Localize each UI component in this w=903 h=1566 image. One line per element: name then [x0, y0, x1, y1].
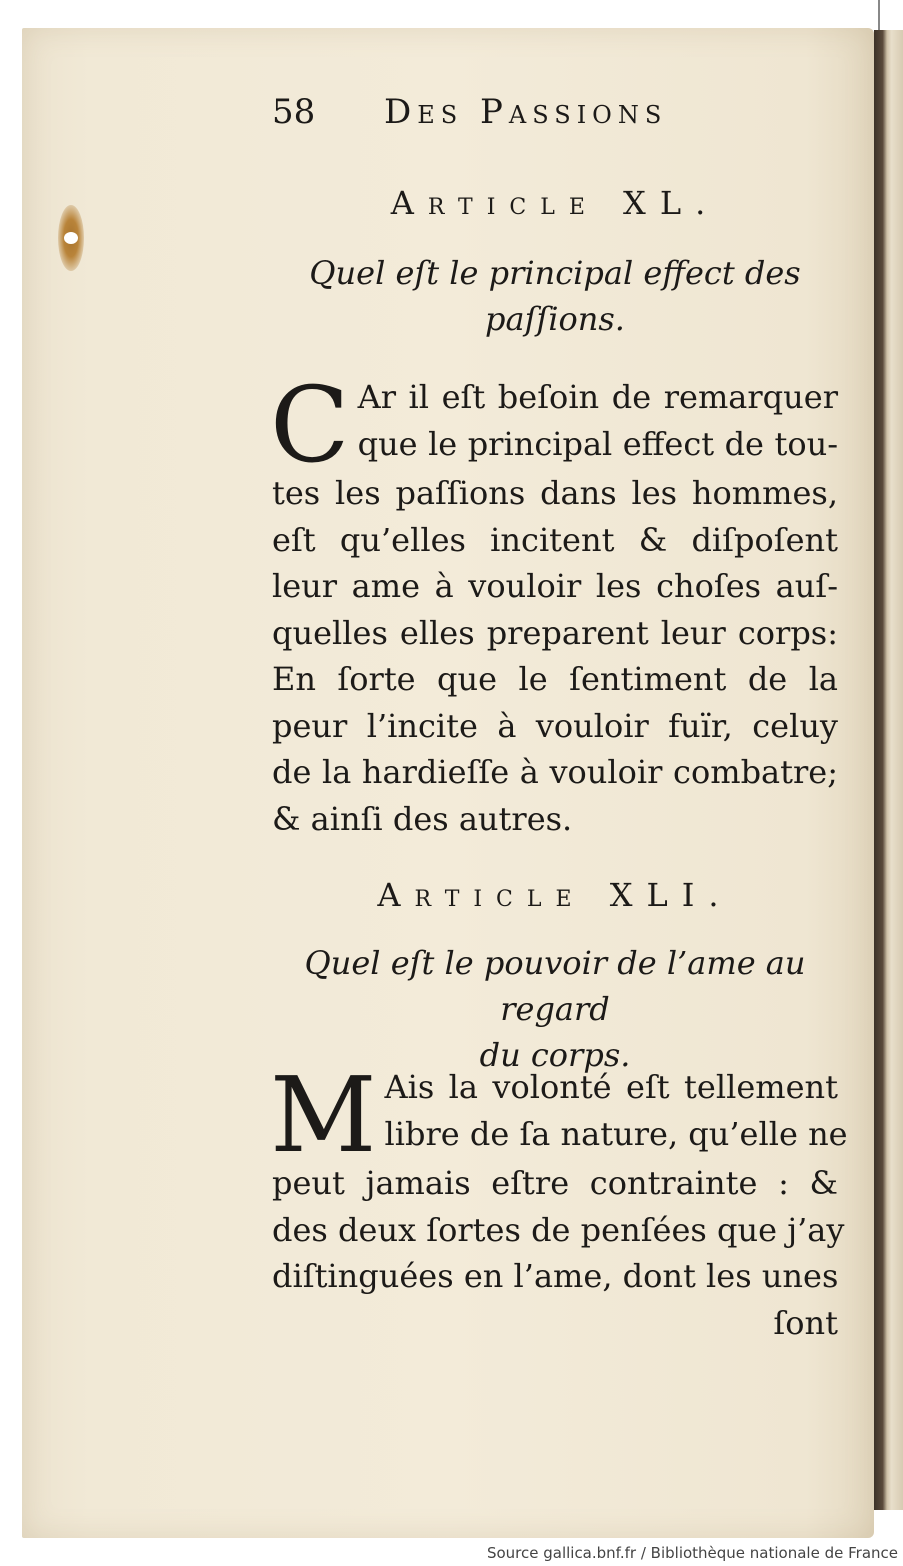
article-heading-41: Article XLI.: [377, 876, 733, 914]
catchword: ſont: [773, 1303, 838, 1342]
facing-page-edge: [874, 30, 903, 1510]
text-line: libre de ſa nature, qu’elle ne: [384, 1114, 848, 1153]
paper-hole: [64, 232, 78, 244]
article-subtitle-40: [272, 250, 838, 342]
drop-cap: M: [270, 1054, 377, 1176]
text-line: des deux ſortes de penſées que j’ay: [272, 1210, 845, 1249]
text-line: tes les paſſions dans les hommes,: [272, 474, 838, 512]
text-line: de la hardieſſe à vouloir combatre;: [272, 753, 838, 791]
book-clip: [878, 0, 903, 30]
text-line: & ainſi des autres.: [272, 799, 573, 838]
subtitle-line: paſſions.: [485, 300, 625, 338]
subtitle-line: du corps.: [479, 1036, 631, 1074]
text-line: quelles elles preparent leur corps:: [272, 613, 838, 652]
subtitle-line: Quel eſt le pouvoir de l’ame au regard: [304, 944, 806, 1028]
running-head: [272, 92, 742, 142]
text-line: leur ame à vouloir les choſes auſ-: [272, 567, 838, 605]
source-credit: Source gallica.bnf.fr / Bibliothèque nationale de France: [486, 1544, 898, 1562]
text-line: peut jamais eſtre contrainte : &: [272, 1164, 838, 1202]
text-line: que le principal effect de tou-: [357, 424, 838, 463]
drop-cap: C: [270, 364, 350, 486]
running-title: Des Passions: [384, 92, 668, 132]
text-line: En ſorte que le ſentiment de la: [272, 660, 838, 698]
text-line: Ais la volonté eſt tellement: [384, 1068, 838, 1106]
text-line: Ar il eſt beſoin de remarquer: [357, 378, 838, 416]
page-number: 58: [272, 92, 316, 132]
article-heading-40: Article XL.: [390, 184, 720, 222]
article-body-40: [270, 364, 838, 842]
text-line: diſtinguées en l’ame, dont les unes: [272, 1257, 839, 1295]
text-line: eſt qu’elles incitent & diſpoſent: [272, 520, 838, 559]
subtitle-line: Quel eſt le principal effect des: [309, 254, 801, 292]
text-line: peur l’incite à vouloir fuïr, celuy: [272, 706, 838, 745]
